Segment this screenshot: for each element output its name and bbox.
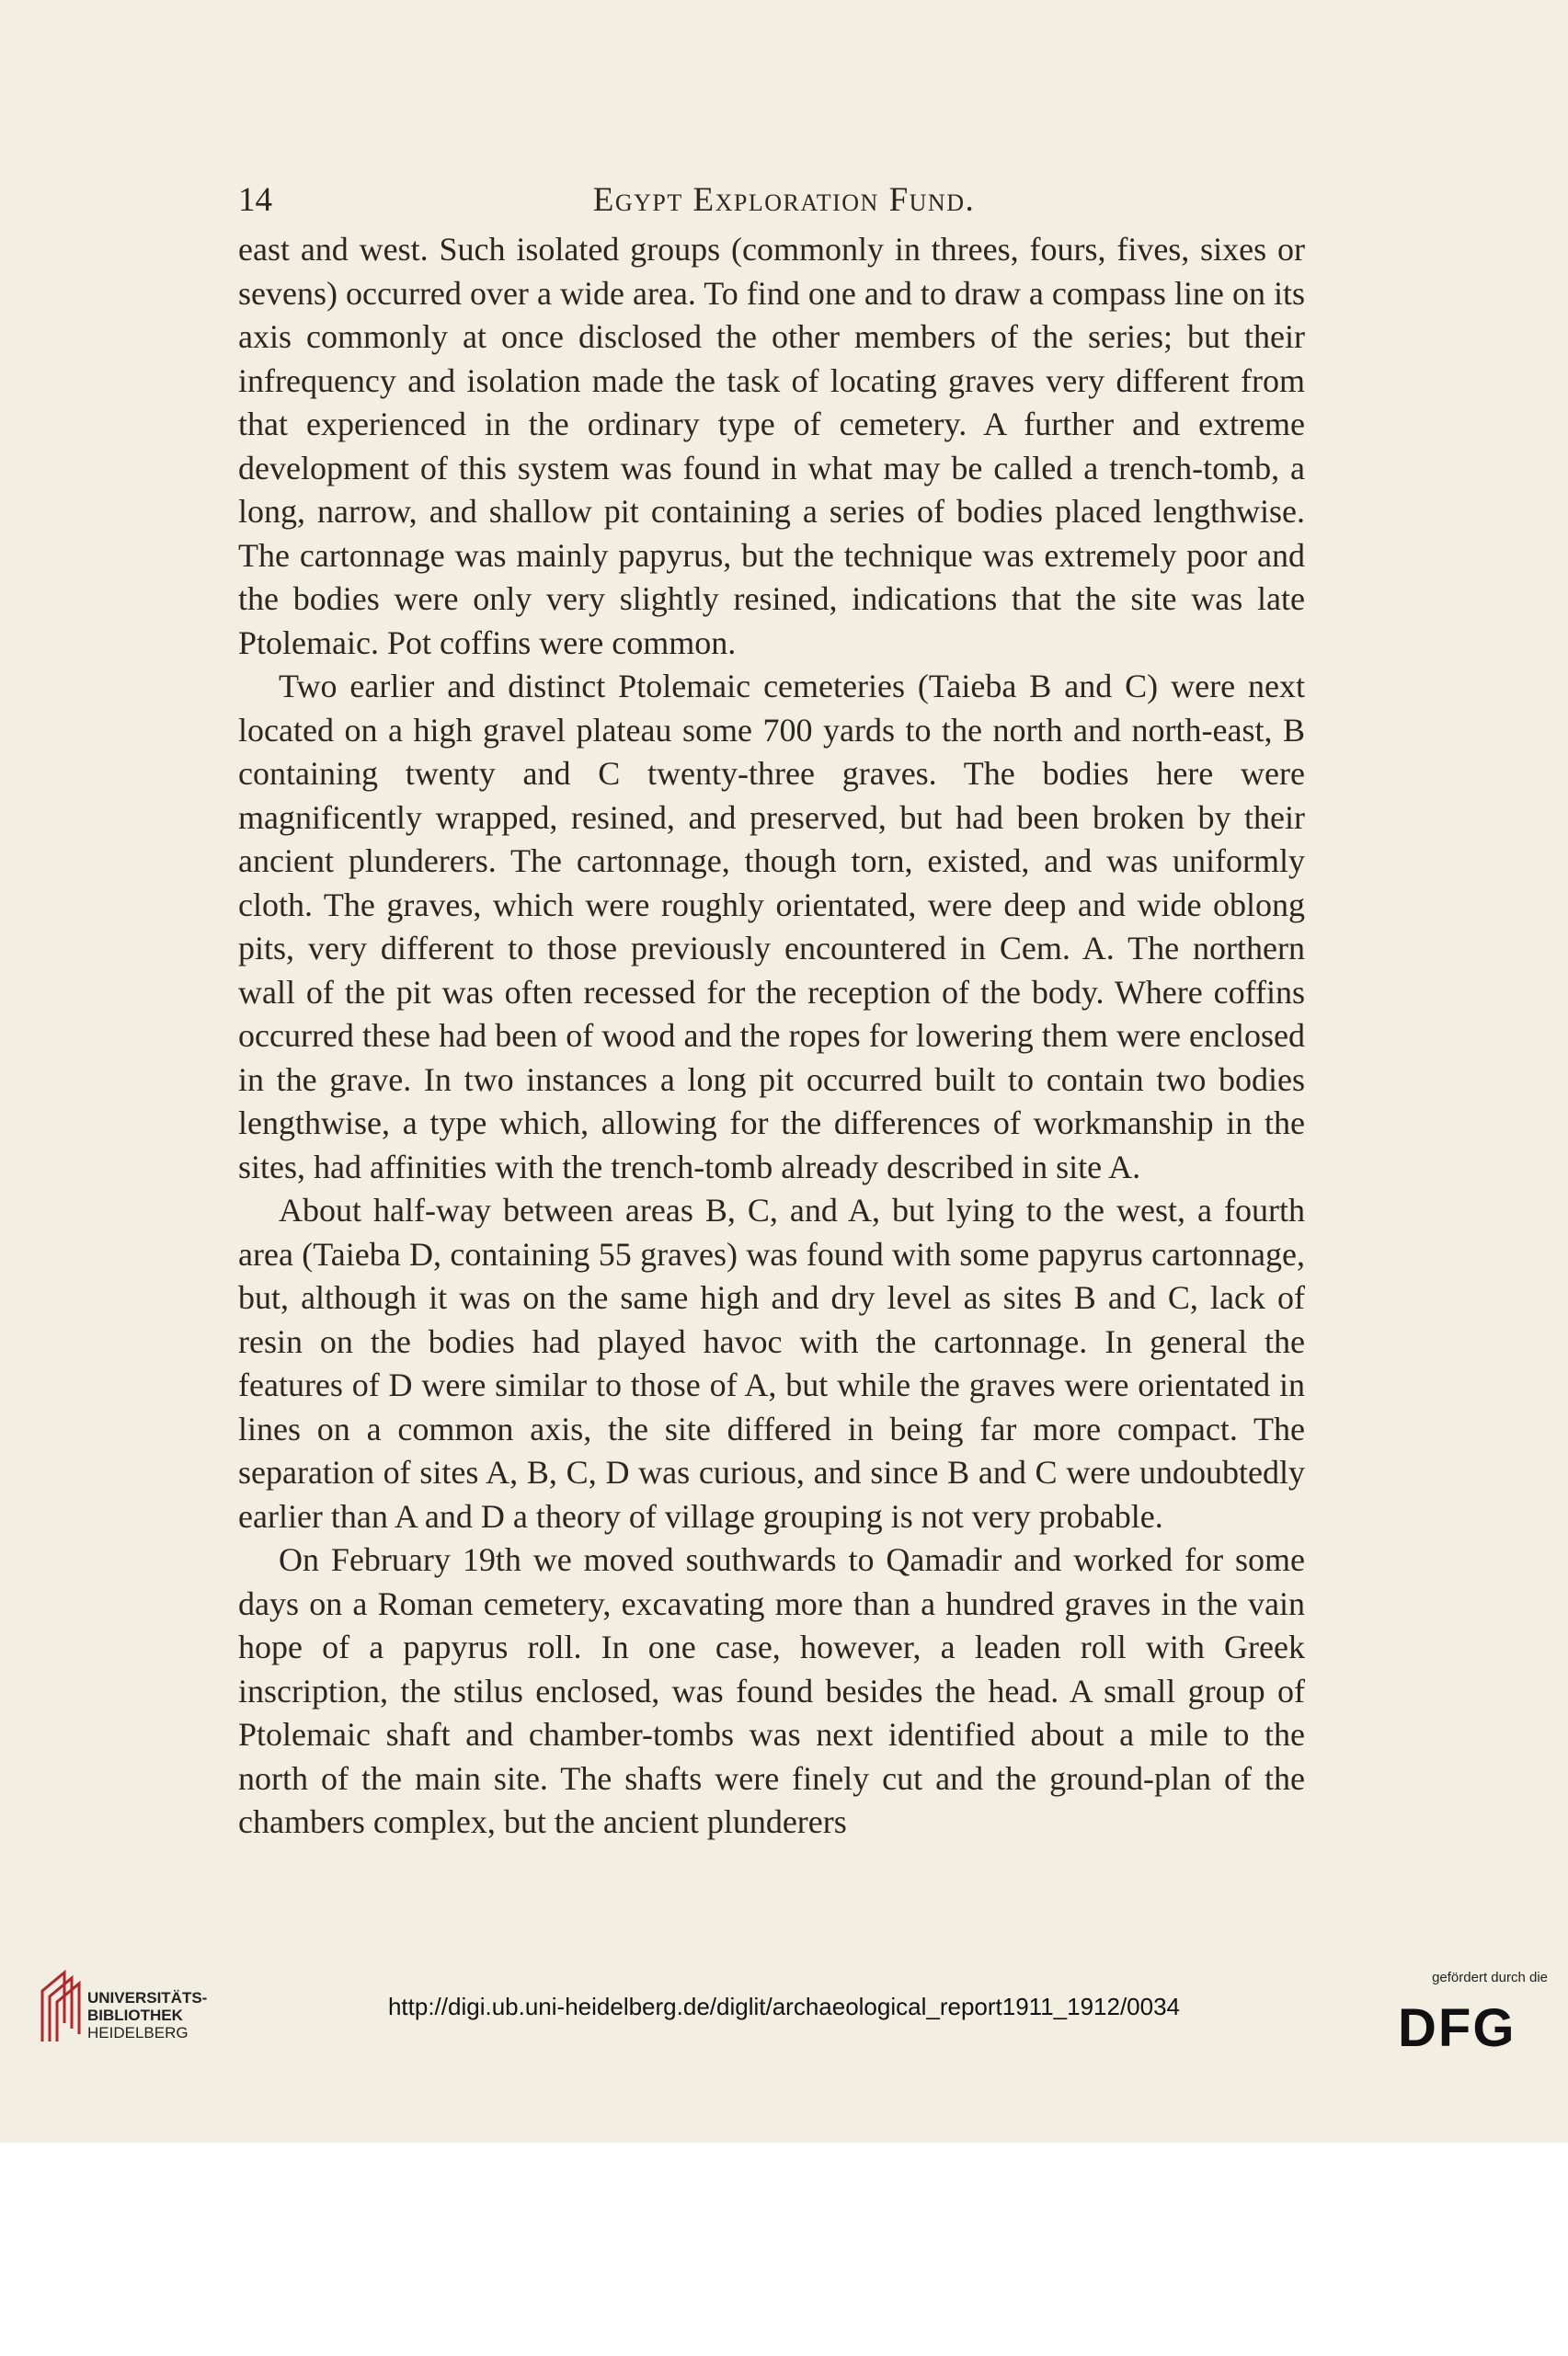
page-number: 14 <box>238 181 272 219</box>
paragraph-3: About half-way between areas B, C, and A, but lying to the west, a fourth area (Taieba D, containing 55 graves) was found with some papyrus cartonnage, but, although it was on the same high and dry level as sites B and C, lack of resin on the bodies had played havoc with the cartonnage. In general the features of D were similar to those of A, but while the graves were orientated in lines on a common axis, the site differed in being far more compact. The separation of sites A, B, C, D was curious, and since B and C were undoubtedly earlier than A and D a theory of village grouping is not very probable. <box>238 1192 1305 1535</box>
source-url-link[interactable]: http://digi.ub.uni-heidelberg.de/diglit/archaeological_report1911_1912/0034 <box>387 1993 1181 2020</box>
running-title: Egypt Exploration Fund. <box>592 181 976 219</box>
dfg-logo: DFG <box>1398 1998 1516 2058</box>
funded-by-text: gefördert durch die <box>1432 1970 1548 1985</box>
library-line-2: BIBLIOTHEK <box>87 2007 183 2024</box>
footer-bar <box>0 2143 1568 2356</box>
body-text <box>238 228 1305 1845</box>
paragraph-4: On February 19th we moved southwards to Qamadir and worked for some days on a Roman cemetery, excavating more than a hundred graves in the vain hope of a papyrus roll. In one case, however, a leaden roll with Greek inscription, the stilus enclosed, was found besides the head. A small group of Ptolemaic shaft and chamber-tombs was next identified about a mile to the north of the main site. The shafts were finely cut and the ground-plan of the chambers complex, but the ancient plunderers <box>238 1541 1305 1840</box>
library-line-3: HEIDELBERG <box>87 2024 189 2041</box>
paragraph-1: east and west. Such isolated groups (commonly in threes, fours, fives, sixes or sevens) occurred over a wide area. To find one and to draw a compass line on its axis commonly at once disclosed the other members of the series; but their infrequency and isolation made the task of locating graves very different from that experienced in the ordinary type of cemetery. A further and extreme development of this system was found in what may be called a trench-tomb, a long, narrow, and shallow pit containing a series of bodies placed lengthwise. The cartonnage was mainly papyrus, but the technique was extremely poor and the bodies were only very slightly resined, indications that the site was late Ptolemaic. Pot coffins were common. <box>238 231 1305 661</box>
paragraph-2: Two earlier and distinct Ptolemaic cemeteries (Taieba B and C) were next located on a high gravel plateau some 700 yards to the north and north-east, B containing twenty and C twenty-three graves. The bodies here were magnificently wrapped, resined, and preserved, but had been broken by their ancient plunderers. The cartonnage, though torn, existed, and was uniformly cloth. The graves, which were roughly orientated, were deep and wide oblong pits, very different to those previously encountered in Cem. A. The northern wall of the pit was often recessed for the reception of the body. Where coffins occurred these had been of wood and the ropes for lowering them were enclosed in the grave. In two instances a long pit occurred built to contain two bodies lengthwise, a type which, allowing for the differences of workmanship in the sites, had affinities with the trench-tomb already described in site A. <box>238 668 1305 1185</box>
library-line-1: UNIVERSITÄTS- <box>87 1989 208 2007</box>
